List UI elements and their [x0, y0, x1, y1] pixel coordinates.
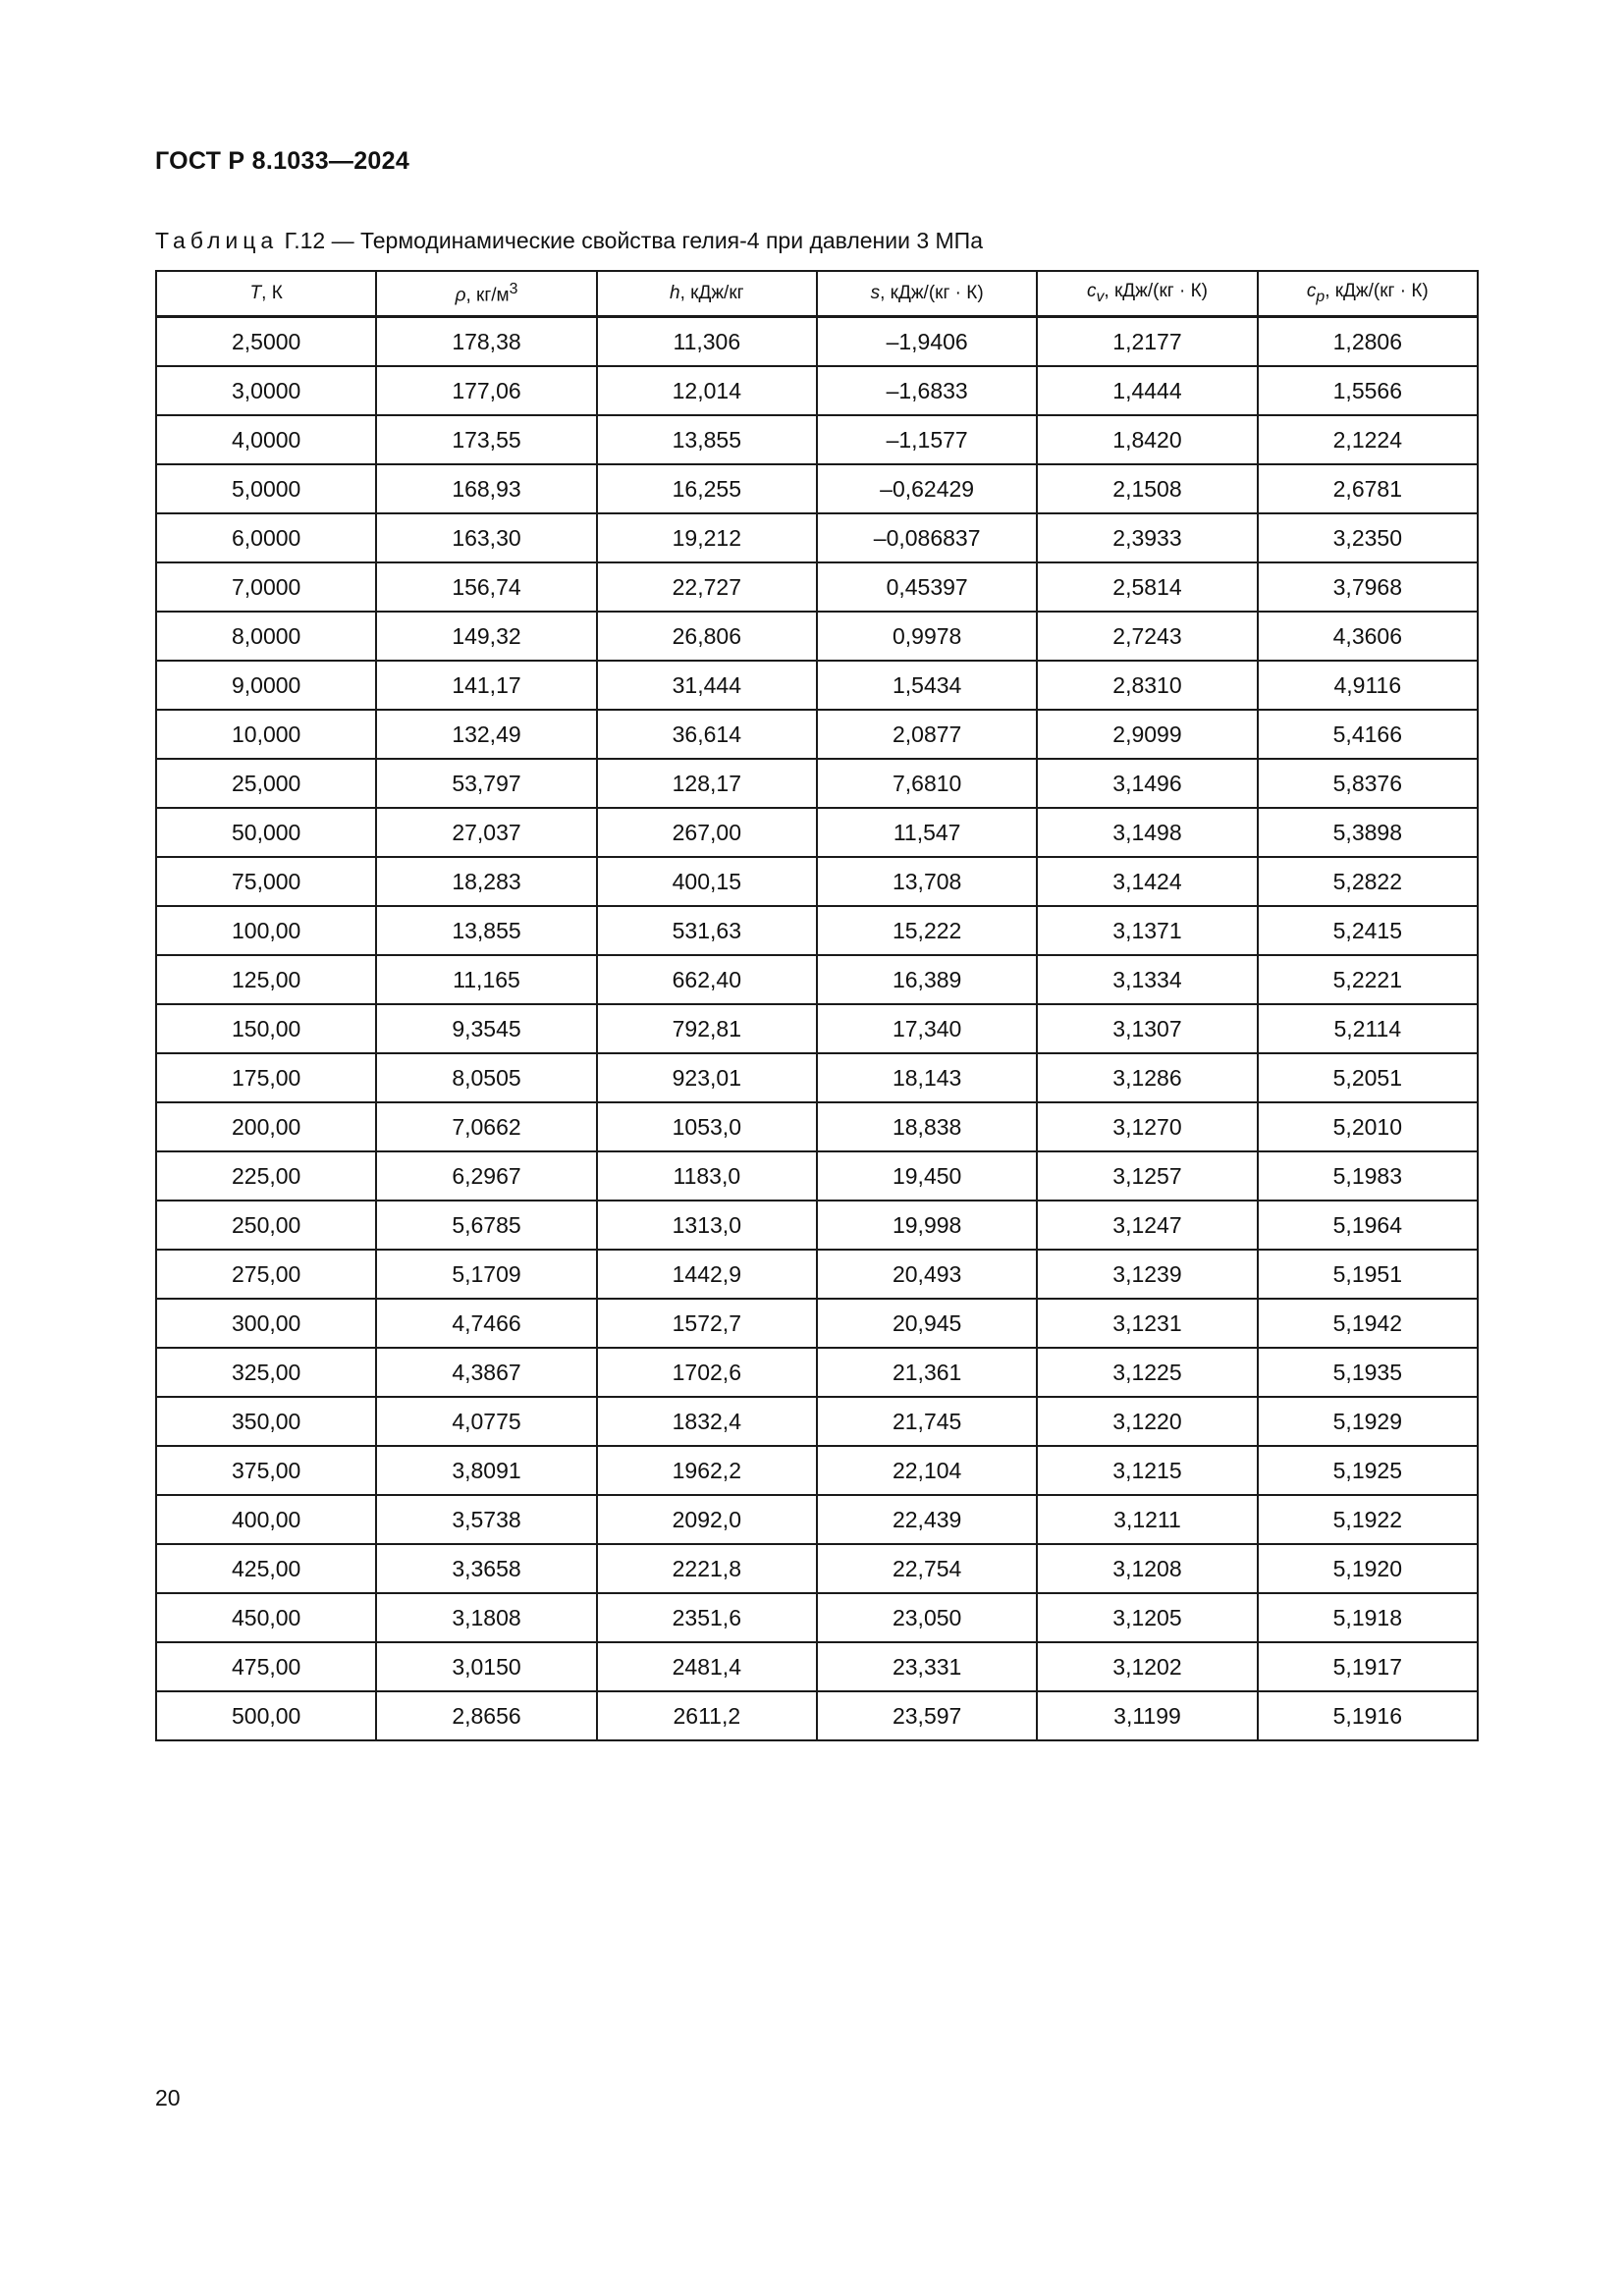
- table-cell: 5,1916: [1258, 1691, 1478, 1740]
- table-cell: 19,450: [817, 1151, 1037, 1201]
- table-cell: 22,754: [817, 1544, 1037, 1593]
- table-cell: 5,1918: [1258, 1593, 1478, 1642]
- column-subscript: p: [1316, 288, 1326, 305]
- table-row: [156, 1250, 1478, 1299]
- table-row: [156, 1446, 1478, 1495]
- table-cell: 5,1920: [1258, 1544, 1478, 1593]
- column-header: [597, 271, 817, 317]
- table-row: [156, 464, 1478, 513]
- table-cell: –1,1577: [817, 415, 1037, 464]
- table-cell: 3,0000: [156, 366, 376, 415]
- table-cell: –0,086837: [817, 513, 1037, 562]
- table-cell: 2,6781: [1258, 464, 1478, 513]
- table-cell: 11,547: [817, 808, 1037, 857]
- table-row: [156, 1102, 1478, 1151]
- table-cell: 3,0150: [376, 1642, 596, 1691]
- table-cell: 1313,0: [597, 1201, 817, 1250]
- table-cell: 3,1202: [1037, 1642, 1257, 1691]
- table-cell: 11,306: [597, 317, 817, 367]
- table-cell: 3,1424: [1037, 857, 1257, 906]
- table-cell: 21,361: [817, 1348, 1037, 1397]
- table-cell: 3,1307: [1037, 1004, 1257, 1053]
- column-symbol: c: [1306, 281, 1317, 302]
- table-cell: 400,00: [156, 1495, 376, 1544]
- table-cell: 3,1498: [1037, 808, 1257, 857]
- table-cell: 5,2010: [1258, 1102, 1478, 1151]
- table-cell: 4,0775: [376, 1397, 596, 1446]
- table-row: [156, 808, 1478, 857]
- column-header: [1258, 271, 1478, 317]
- table-cell: 1053,0: [597, 1102, 817, 1151]
- column-unit: , кг/м: [465, 285, 510, 306]
- table-cell: 5,1951: [1258, 1250, 1478, 1299]
- column-symbol: c: [1086, 281, 1097, 302]
- table-cell: 500,00: [156, 1691, 376, 1740]
- column-unit: , кДж/(кг · К): [880, 283, 984, 303]
- table-cell: 4,7466: [376, 1299, 596, 1348]
- table-cell: 2481,4: [597, 1642, 817, 1691]
- table-cell: 5,1983: [1258, 1151, 1478, 1201]
- table-row: [156, 1691, 1478, 1740]
- table-cell: 26,806: [597, 612, 817, 661]
- table-cell: 3,7968: [1258, 562, 1478, 612]
- table-cell: 20,493: [817, 1250, 1037, 1299]
- table-cell: 5,1929: [1258, 1397, 1478, 1446]
- column-header: [1037, 271, 1257, 317]
- table-cell: 9,3545: [376, 1004, 596, 1053]
- table-cell: 1,2177: [1037, 317, 1257, 367]
- table-cell: 36,614: [597, 710, 817, 759]
- table-row: [156, 955, 1478, 1004]
- column-symbol: s: [870, 283, 881, 303]
- table-row: [156, 1642, 1478, 1691]
- table-cell: 4,9116: [1258, 661, 1478, 710]
- table-cell: 5,8376: [1258, 759, 1478, 808]
- table-cell: 3,1215: [1037, 1446, 1257, 1495]
- table-cell: 173,55: [376, 415, 596, 464]
- column-unit: , кДж/(кг · К): [1104, 281, 1208, 302]
- table-cell: 5,2221: [1258, 955, 1478, 1004]
- table-cell: 5,6785: [376, 1201, 596, 1250]
- table-cell: 5,2822: [1258, 857, 1478, 906]
- table-cell: 13,855: [376, 906, 596, 955]
- table-cell: 149,32: [376, 612, 596, 661]
- table-cell: 3,5738: [376, 1495, 596, 1544]
- table-row: [156, 1495, 1478, 1544]
- table-cell: 792,81: [597, 1004, 817, 1053]
- thermodynamic-properties-table: [155, 270, 1479, 1741]
- table-cell: 1442,9: [597, 1250, 817, 1299]
- table-cell: 156,74: [376, 562, 596, 612]
- table-cell: 3,1225: [1037, 1348, 1257, 1397]
- table-cell: 3,3658: [376, 1544, 596, 1593]
- table-cell: 450,00: [156, 1593, 376, 1642]
- table-cell: 3,1205: [1037, 1593, 1257, 1642]
- table-cell: 1832,4: [597, 1397, 817, 1446]
- table-cell: 163,30: [376, 513, 596, 562]
- table-cell: 2,5814: [1037, 562, 1257, 612]
- column-header: [156, 271, 376, 317]
- table-cell: 1572,7: [597, 1299, 817, 1348]
- table-cell: 23,331: [817, 1642, 1037, 1691]
- table-cell: 531,63: [597, 906, 817, 955]
- table-cell: 2,1508: [1037, 464, 1257, 513]
- table-row: [156, 1299, 1478, 1348]
- table-cell: 375,00: [156, 1446, 376, 1495]
- table-cell: 1,8420: [1037, 415, 1257, 464]
- table-cell: 6,2967: [376, 1151, 596, 1201]
- table-cell: 3,1334: [1037, 955, 1257, 1004]
- table-row: [156, 415, 1478, 464]
- table-caption: [155, 228, 983, 254]
- table-cell: 3,1286: [1037, 1053, 1257, 1102]
- table-cell: 3,1211: [1037, 1495, 1257, 1544]
- column-unit: , кДж/(кг · К): [1325, 281, 1429, 302]
- table-cell: 2,8656: [376, 1691, 596, 1740]
- table-cell: 3,1270: [1037, 1102, 1257, 1151]
- table-cell: 18,838: [817, 1102, 1037, 1151]
- table-cell: 22,727: [597, 562, 817, 612]
- table-cell: 2,5000: [156, 317, 376, 367]
- table-cell: 3,1239: [1037, 1250, 1257, 1299]
- table-cell: 12,014: [597, 366, 817, 415]
- table-cell: 2611,2: [597, 1691, 817, 1740]
- table-cell: 75,000: [156, 857, 376, 906]
- table-cell: 168,93: [376, 464, 596, 513]
- table-cell: 23,050: [817, 1593, 1037, 1642]
- table-cell: 15,222: [817, 906, 1037, 955]
- table-cell: 8,0505: [376, 1053, 596, 1102]
- table-cell: 175,00: [156, 1053, 376, 1102]
- table-cell: 22,439: [817, 1495, 1037, 1544]
- table-cell: 5,2415: [1258, 906, 1478, 955]
- table-cell: –0,62429: [817, 464, 1037, 513]
- table-row: [156, 562, 1478, 612]
- table-cell: 25,000: [156, 759, 376, 808]
- table-body: [156, 317, 1478, 1741]
- header-row: [156, 271, 1478, 317]
- table-cell: 5,1922: [1258, 1495, 1478, 1544]
- table-cell: 275,00: [156, 1250, 376, 1299]
- table-row: [156, 1397, 1478, 1446]
- table-cell: 5,0000: [156, 464, 376, 513]
- table-cell: 3,1220: [1037, 1397, 1257, 1446]
- table-cell: 3,8091: [376, 1446, 596, 1495]
- table-row: [156, 1053, 1478, 1102]
- table-cell: 3,1231: [1037, 1299, 1257, 1348]
- table-cell: 2,3933: [1037, 513, 1257, 562]
- table-cell: 18,283: [376, 857, 596, 906]
- table-row: [156, 661, 1478, 710]
- table-row: [156, 366, 1478, 415]
- table-cell: 18,143: [817, 1053, 1037, 1102]
- table-caption-text: Г.12 — Термодинамические свойства гелия-4 при давлении 3 МПа: [284, 228, 984, 253]
- table-cell: 177,06: [376, 366, 596, 415]
- table-cell: 300,00: [156, 1299, 376, 1348]
- column-header: [376, 271, 596, 317]
- table-cell: 5,3898: [1258, 808, 1478, 857]
- table-row: [156, 759, 1478, 808]
- table-cell: 1,2806: [1258, 317, 1478, 367]
- column-symbol: h: [670, 283, 680, 303]
- column-superscript: 3: [509, 280, 518, 297]
- table-cell: 2,9099: [1037, 710, 1257, 759]
- table-cell: 3,1808: [376, 1593, 596, 1642]
- table-cell: 53,797: [376, 759, 596, 808]
- table-caption-prefix: Таблица: [155, 228, 279, 253]
- table-cell: 1,5434: [817, 661, 1037, 710]
- table-cell: 13,855: [597, 415, 817, 464]
- table-cell: 5,2051: [1258, 1053, 1478, 1102]
- table-cell: 3,1199: [1037, 1691, 1257, 1740]
- table-row: [156, 612, 1478, 661]
- table-row: [156, 317, 1478, 367]
- table-cell: 225,00: [156, 1151, 376, 1201]
- table-cell: 132,49: [376, 710, 596, 759]
- column-symbol: ρ: [455, 285, 466, 306]
- column-unit: , К: [261, 283, 283, 303]
- table-cell: 475,00: [156, 1642, 376, 1691]
- table-cell: 128,17: [597, 759, 817, 808]
- table-cell: 17,340: [817, 1004, 1037, 1053]
- table-cell: 1702,6: [597, 1348, 817, 1397]
- table-cell: 662,40: [597, 955, 817, 1004]
- table-cell: 150,00: [156, 1004, 376, 1053]
- table-cell: 9,0000: [156, 661, 376, 710]
- table-cell: 11,165: [376, 955, 596, 1004]
- table-cell: 5,2114: [1258, 1004, 1478, 1053]
- table-cell: 1183,0: [597, 1151, 817, 1201]
- table-row: [156, 1593, 1478, 1642]
- table-cell: 3,2350: [1258, 513, 1478, 562]
- table-cell: 19,998: [817, 1201, 1037, 1250]
- table-cell: 19,212: [597, 513, 817, 562]
- table-cell: 3,1208: [1037, 1544, 1257, 1593]
- table-cell: 1962,2: [597, 1446, 817, 1495]
- table-cell: 5,1935: [1258, 1348, 1478, 1397]
- table-cell: 5,1917: [1258, 1642, 1478, 1691]
- table-header: [156, 271, 1478, 317]
- table-cell: 178,38: [376, 317, 596, 367]
- table-cell: 0,45397: [817, 562, 1037, 612]
- table-cell: 7,6810: [817, 759, 1037, 808]
- table-cell: 27,037: [376, 808, 596, 857]
- table-cell: 400,15: [597, 857, 817, 906]
- table-cell: 5,4166: [1258, 710, 1478, 759]
- table-cell: 100,00: [156, 906, 376, 955]
- table-cell: 425,00: [156, 1544, 376, 1593]
- table-cell: 13,708: [817, 857, 1037, 906]
- table-cell: 16,389: [817, 955, 1037, 1004]
- table-row: [156, 857, 1478, 906]
- table-cell: 267,00: [597, 808, 817, 857]
- table-cell: 350,00: [156, 1397, 376, 1446]
- table-cell: 250,00: [156, 1201, 376, 1250]
- table-cell: 141,17: [376, 661, 596, 710]
- column-unit: , кДж/кг: [679, 283, 744, 303]
- table-cell: 50,000: [156, 808, 376, 857]
- table-cell: 6,0000: [156, 513, 376, 562]
- table-cell: 5,1925: [1258, 1446, 1478, 1495]
- table-row: [156, 906, 1478, 955]
- table-cell: 2221,8: [597, 1544, 817, 1593]
- table-row: [156, 1348, 1478, 1397]
- table-cell: 2,7243: [1037, 612, 1257, 661]
- table-cell: 2,0877: [817, 710, 1037, 759]
- column-subscript: v: [1096, 288, 1105, 305]
- table-cell: 16,255: [597, 464, 817, 513]
- table-cell: 3,1247: [1037, 1201, 1257, 1250]
- table-cell: 7,0662: [376, 1102, 596, 1151]
- table-cell: 4,3867: [376, 1348, 596, 1397]
- table-row: [156, 710, 1478, 759]
- table-cell: 3,1371: [1037, 906, 1257, 955]
- table-cell: 1,5566: [1258, 366, 1478, 415]
- table-cell: 2351,6: [597, 1593, 817, 1642]
- table-row: [156, 1151, 1478, 1201]
- table-cell: 22,104: [817, 1446, 1037, 1495]
- table-cell: 325,00: [156, 1348, 376, 1397]
- table-cell: 4,0000: [156, 415, 376, 464]
- table-row: [156, 1544, 1478, 1593]
- table-cell: 3,1496: [1037, 759, 1257, 808]
- table-cell: 5,1709: [376, 1250, 596, 1299]
- table-cell: 5,1942: [1258, 1299, 1478, 1348]
- table-cell: 1,4444: [1037, 366, 1257, 415]
- table-cell: 8,0000: [156, 612, 376, 661]
- table-row: [156, 1201, 1478, 1250]
- table-cell: 21,745: [817, 1397, 1037, 1446]
- table-cell: 923,01: [597, 1053, 817, 1102]
- table-cell: 2092,0: [597, 1495, 817, 1544]
- table-cell: 10,000: [156, 710, 376, 759]
- table-cell: 31,444: [597, 661, 817, 710]
- table-cell: 7,0000: [156, 562, 376, 612]
- table-cell: 23,597: [817, 1691, 1037, 1740]
- table-cell: 5,1964: [1258, 1201, 1478, 1250]
- table-cell: –1,9406: [817, 317, 1037, 367]
- table-cell: 4,3606: [1258, 612, 1478, 661]
- column-symbol: T: [249, 283, 262, 303]
- table-cell: 3,1257: [1037, 1151, 1257, 1201]
- table-cell: 2,1224: [1258, 415, 1478, 464]
- table-cell: 125,00: [156, 955, 376, 1004]
- table-row: [156, 513, 1478, 562]
- page-number: 20: [155, 2085, 181, 2110]
- table-cell: 2,8310: [1037, 661, 1257, 710]
- column-header: [817, 271, 1037, 317]
- table-cell: 200,00: [156, 1102, 376, 1151]
- table-cell: 0,9978: [817, 612, 1037, 661]
- table-row: [156, 1004, 1478, 1053]
- document-code: ГОСТ Р 8.1033—2024: [155, 147, 410, 175]
- table-cell: –1,6833: [817, 366, 1037, 415]
- table-cell: 20,945: [817, 1299, 1037, 1348]
